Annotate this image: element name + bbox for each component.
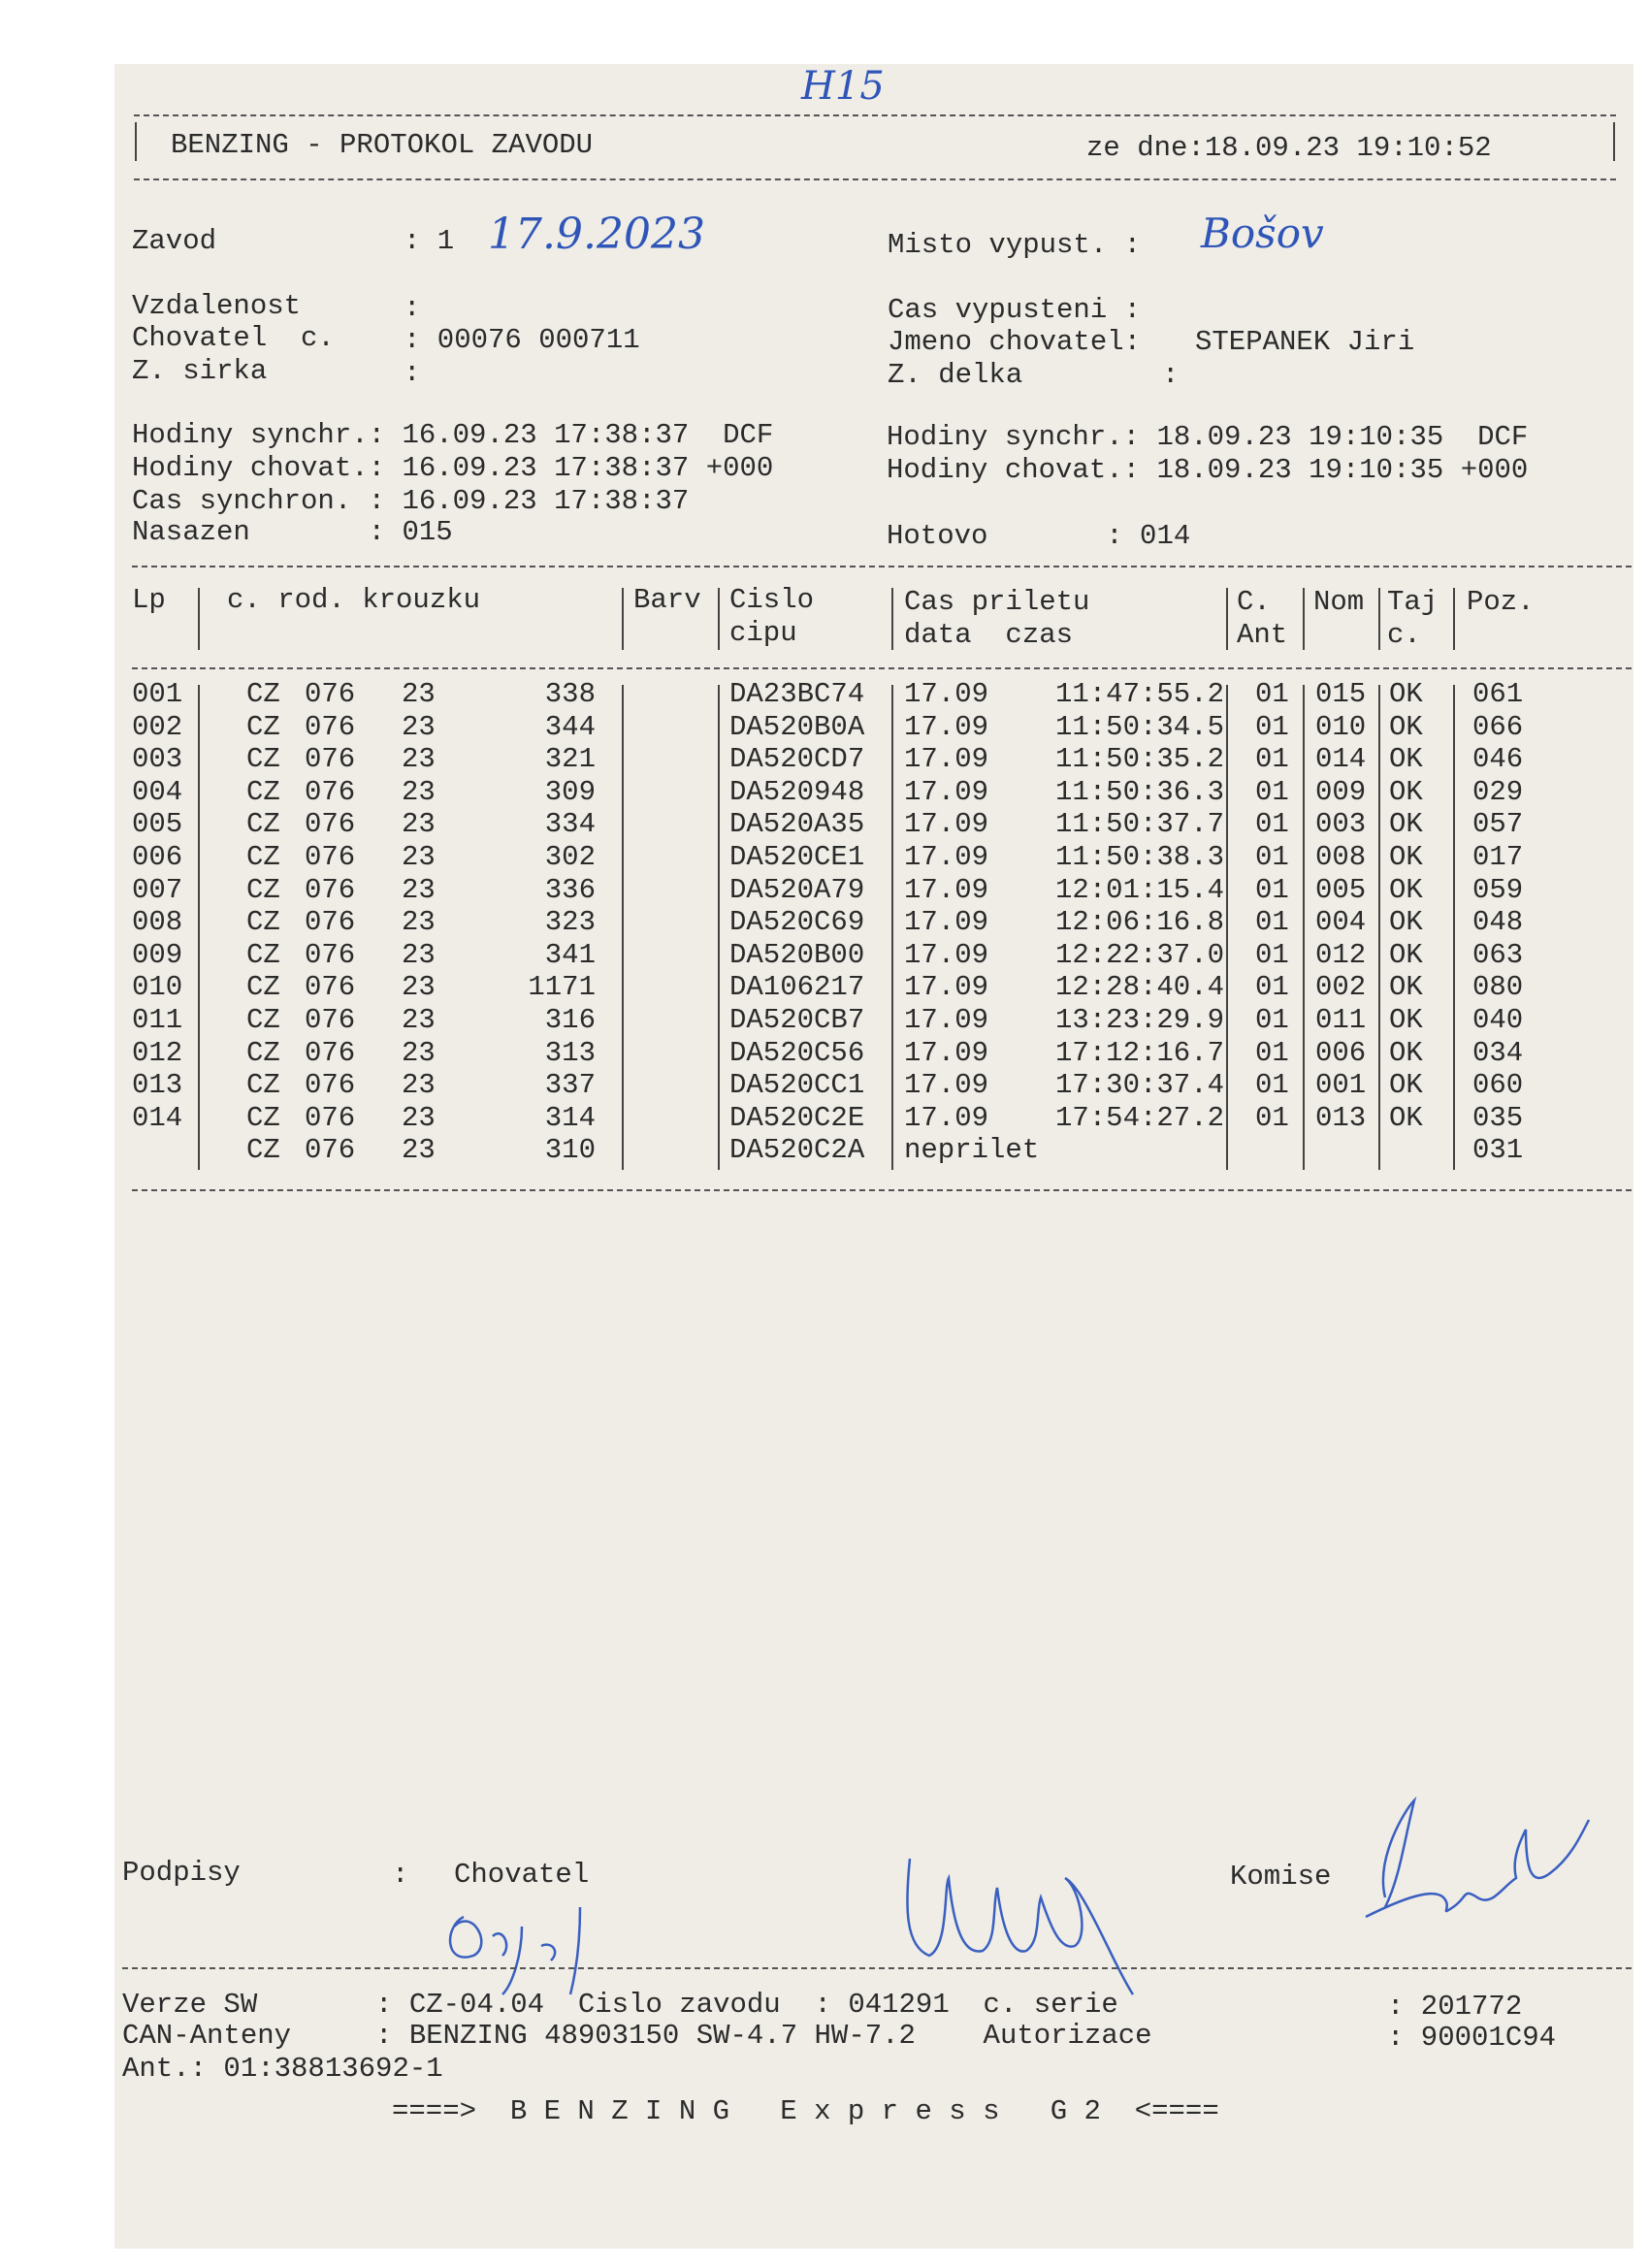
- cell-time: 12:22:37.0: [1054, 938, 1224, 971]
- cell-org: 076: [305, 1069, 356, 1102]
- cell-taj: OK: [1389, 873, 1423, 906]
- cell-time: 17:12:16.7: [1054, 1036, 1224, 1069]
- th-poz: Poz.: [1467, 586, 1535, 618]
- cell-lp: 005: [132, 808, 183, 841]
- cell-chip: DA520CC1: [729, 1069, 865, 1102]
- cell-lp: 002: [132, 710, 183, 743]
- cell-yr: 23: [402, 678, 436, 710]
- cell-taj: OK: [1389, 808, 1423, 841]
- cell-date: 17.09: [904, 906, 989, 939]
- cell-lp: 011: [132, 1004, 183, 1036]
- misto-label: Misto vypust. :: [888, 229, 1142, 261]
- cell-taj: OK: [1389, 971, 1423, 1004]
- cell-cc: CZ: [246, 906, 280, 939]
- cell-taj: OK: [1389, 938, 1423, 971]
- cell-yr: 23: [402, 1069, 436, 1102]
- cell-org: 076: [305, 1004, 356, 1036]
- cell-time: 11:50:35.2: [1054, 743, 1224, 776]
- cell-yr: 23: [402, 808, 436, 841]
- cell-org: 076: [305, 906, 356, 939]
- cell-time: 11:50:34.5: [1054, 710, 1224, 743]
- cell-ant: 01: [1255, 938, 1289, 971]
- table-row: [114, 971, 1633, 1003]
- cell-taj: OK: [1389, 1101, 1423, 1134]
- cell-poz: 061: [1472, 678, 1524, 710]
- cell-poz: 035: [1472, 1101, 1524, 1134]
- th-ant-2: Ant: [1237, 619, 1288, 651]
- cell-chip: DA520948: [729, 775, 865, 808]
- cell-ant: 01: [1255, 1069, 1289, 1102]
- cell-cc: CZ: [246, 971, 280, 1004]
- cell-lp: 012: [132, 1036, 183, 1069]
- table-row: [114, 1037, 1633, 1069]
- cell-nom: 009: [1315, 775, 1367, 808]
- col-divider-lp: [198, 588, 200, 650]
- cell-poz: 046: [1472, 743, 1524, 776]
- cell-yr: 23: [402, 1004, 436, 1036]
- cell-date: 17.09: [904, 775, 989, 808]
- th-barv: Barv: [633, 584, 701, 616]
- footer-banner: ====> B E N Z I N G E x p r e s s G 2 <====: [392, 2095, 1219, 2127]
- cell-cc: CZ: [246, 873, 280, 906]
- cell-poz: 017: [1472, 841, 1524, 873]
- cell-ant: 01: [1255, 678, 1289, 710]
- cell-yr: 23: [402, 710, 436, 743]
- footer-line-1: Verze SW : CZ-04.04 Cislo zavodu : 041291 c. serie: [122, 1989, 1118, 2021]
- table-row: [114, 776, 1633, 808]
- cell-chip: DA520C56: [729, 1036, 865, 1069]
- cell-org: 076: [305, 873, 356, 906]
- cell-cc: CZ: [246, 678, 280, 710]
- cell-taj: OK: [1389, 906, 1423, 939]
- cell-num: 309: [544, 775, 596, 808]
- cell-taj: OK: [1389, 1004, 1423, 1036]
- cell-date: 17.09: [904, 1069, 989, 1102]
- table-row: [114, 906, 1633, 938]
- cell-date: 17.09: [904, 1036, 989, 1069]
- th-lp: Lp: [132, 584, 166, 616]
- cell-chip: DA520A35: [729, 808, 865, 841]
- cell-poz: 057: [1472, 808, 1524, 841]
- cell-lp: 009: [132, 938, 183, 971]
- cell-num: 321: [544, 743, 596, 776]
- zdelka-label: Z. delka: [888, 359, 1023, 391]
- table-row: [114, 939, 1633, 971]
- th-time-1: Cas priletu: [904, 586, 1090, 618]
- cell-org: 076: [305, 841, 356, 873]
- cell-num: 336: [544, 873, 596, 906]
- th-taj-1: Taj: [1387, 586, 1439, 618]
- sync-left-4: Nasazen : 015: [132, 516, 453, 548]
- cell-ant: 01: [1255, 971, 1289, 1004]
- table-row: [114, 1004, 1633, 1036]
- col-divider-nom: [1378, 588, 1380, 650]
- podpisy-colon: :: [392, 1859, 409, 1891]
- sync-right-1: Hodiny synchr.: 18.09.23 19:10:35 DCF: [887, 421, 1529, 453]
- cell-yr: 23: [402, 906, 436, 939]
- th-time-2: data czas: [904, 619, 1074, 651]
- cell-ant: 01: [1255, 775, 1289, 808]
- cell-lp: 010: [132, 971, 183, 1004]
- cell-date: 17.09: [904, 1101, 989, 1134]
- zsirka-label: Z. sirka: [132, 355, 268, 387]
- cell-nom: 003: [1315, 808, 1367, 841]
- sync-left-2: Hodiny chovat.: 16.09.23 17:38:37 +000: [132, 452, 774, 484]
- cell-poz: 040: [1472, 1004, 1524, 1036]
- cell-cc: CZ: [246, 743, 280, 776]
- cell-num: 313: [544, 1036, 596, 1069]
- cell-num: 334: [544, 808, 596, 841]
- cell-taj: OK: [1389, 678, 1423, 710]
- cell-yr: 23: [402, 1036, 436, 1069]
- cell-yr: 23: [402, 971, 436, 1004]
- cell-yr: 23: [402, 775, 436, 808]
- cell-yr: 23: [402, 873, 436, 906]
- zdelka-value: :: [1162, 359, 1180, 391]
- cell-poz: 031: [1472, 1134, 1524, 1167]
- cell-time: 11:50:38.3: [1054, 841, 1224, 873]
- cell-nom: 013: [1315, 1101, 1367, 1134]
- cell-lp: 014: [132, 1101, 183, 1134]
- footer-line-1-value: : 201772: [1387, 1991, 1523, 2023]
- cell-org: 076: [305, 1134, 356, 1167]
- cell-org: 076: [305, 938, 356, 971]
- col-divider-chip: [891, 588, 893, 650]
- col-divider-ant: [1303, 588, 1305, 650]
- th-nom: Nom: [1313, 586, 1365, 618]
- cell-org: 076: [305, 1101, 356, 1134]
- col-divider-ring: [622, 588, 624, 650]
- cell-nom: 001: [1315, 1069, 1367, 1102]
- protocol-sheet: [114, 64, 1633, 2249]
- cell-yr: 23: [402, 841, 436, 873]
- table-header-divider: [132, 667, 1632, 669]
- cell-num: 323: [544, 906, 596, 939]
- cell-taj: OK: [1389, 1069, 1423, 1102]
- cell-cc: CZ: [246, 938, 280, 971]
- table-row: [114, 1102, 1633, 1134]
- cell-cc: CZ: [246, 775, 280, 808]
- cell-cc: CZ: [246, 808, 280, 841]
- cell-nom: 014: [1315, 743, 1367, 776]
- cell-poz: 029: [1472, 775, 1524, 808]
- cell-chip: DA520C69: [729, 906, 865, 939]
- cell-time: 12:28:40.4: [1054, 971, 1224, 1004]
- cell-lp: 004: [132, 775, 183, 808]
- cell-cc: CZ: [246, 1069, 280, 1102]
- table-row: [114, 1134, 1633, 1166]
- cell-poz: 060: [1472, 1069, 1524, 1102]
- cell-chip: DA520A79: [729, 873, 865, 906]
- cell-date: 17.09: [904, 971, 989, 1004]
- cell-date: 17.09: [904, 938, 989, 971]
- cell-num: 310: [544, 1134, 596, 1167]
- cell-time: 11:50:37.7: [1054, 808, 1224, 841]
- footer-line-2-value: : 90001C94: [1387, 2022, 1557, 2054]
- cell-nom: 010: [1315, 710, 1367, 743]
- cell-org: 076: [305, 743, 356, 776]
- jmeno-value: STEPANEK Jiri: [1195, 326, 1415, 358]
- cell-nom: 012: [1315, 938, 1367, 971]
- cell-ant: 01: [1255, 1101, 1289, 1134]
- cas-vypusteni-label: Cas vypusteni :: [888, 294, 1142, 326]
- chovatel-signature-label: Chovatel: [454, 1859, 590, 1891]
- cell-poz: 066: [1472, 710, 1524, 743]
- header-title: BENZING - PROTOKOL ZAVODU: [171, 129, 594, 161]
- cell-date: neprilet: [904, 1134, 1040, 1167]
- cell-time: 17:30:37.4: [1054, 1069, 1224, 1102]
- cell-date: 17.09: [904, 1004, 989, 1036]
- cell-nom: 005: [1315, 873, 1367, 906]
- cell-org: 076: [305, 1036, 356, 1069]
- cell-chip: DA520C2E: [729, 1101, 865, 1134]
- cell-num: 337: [544, 1069, 596, 1102]
- cell-lp: 007: [132, 873, 183, 906]
- cell-org: 076: [305, 971, 356, 1004]
- header-bottom-border: [134, 178, 1616, 180]
- cell-cc: CZ: [246, 710, 280, 743]
- cell-ant: 01: [1255, 906, 1289, 939]
- cell-ant: 01: [1255, 841, 1289, 873]
- cell-yr: 23: [402, 1134, 436, 1167]
- cell-cc: CZ: [246, 841, 280, 873]
- cell-nom: 004: [1315, 906, 1367, 939]
- cell-time: 11:50:36.3: [1054, 775, 1224, 808]
- cell-lp: 003: [132, 743, 183, 776]
- cell-time: 11:47:55.2: [1054, 678, 1224, 710]
- header-right-border: [1613, 122, 1615, 161]
- table-top-border: [132, 566, 1632, 567]
- header-top-border: [134, 114, 1616, 116]
- misto-handwritten: Bošov: [1201, 210, 1324, 257]
- vzdalenost-label: Vzdalenost: [132, 290, 302, 322]
- cell-lp: 001: [132, 678, 183, 710]
- col-divider-time: [1226, 588, 1228, 650]
- cell-cc: CZ: [246, 1004, 280, 1036]
- cell-date: 17.09: [904, 710, 989, 743]
- table-row: [114, 711, 1633, 743]
- cell-poz: 063: [1472, 938, 1524, 971]
- table-row: [114, 1069, 1633, 1101]
- cell-nom: 011: [1315, 1004, 1367, 1036]
- cell-poz: 080: [1472, 971, 1524, 1004]
- handwritten-annotation: H15: [801, 64, 885, 109]
- cell-time: 17:54:27.2: [1054, 1101, 1224, 1134]
- cell-chip: DA520C2A: [729, 1134, 865, 1167]
- cell-num: 314: [544, 1101, 596, 1134]
- table-row: [114, 678, 1633, 710]
- cell-cc: CZ: [246, 1134, 280, 1167]
- cell-num: 1171: [528, 971, 596, 1004]
- cell-nom: 002: [1315, 971, 1367, 1004]
- header-date: ze dne:18.09.23 19:10:52: [1086, 132, 1492, 164]
- table-row: [114, 874, 1633, 906]
- cell-ant: 01: [1255, 710, 1289, 743]
- zavod-date-handwritten: 17.9.2023: [488, 210, 705, 259]
- cell-time: 12:01:15.4: [1054, 873, 1224, 906]
- cell-nom: 008: [1315, 841, 1367, 873]
- th-ant-1: C.: [1237, 586, 1271, 618]
- cell-num: 338: [544, 678, 596, 710]
- footer-line-3: Ant.: 01:38813692-1: [122, 2053, 443, 2085]
- sync-right-2: Hodiny chovat.: 18.09.23 19:10:35 +000: [887, 454, 1529, 486]
- cell-org: 076: [305, 808, 356, 841]
- cell-ant: 01: [1255, 808, 1289, 841]
- sync-right-4: Hotovo : 014: [887, 520, 1191, 552]
- cell-chip: DA106217: [729, 971, 865, 1004]
- cell-nom: 006: [1315, 1036, 1367, 1069]
- cell-num: 316: [544, 1004, 596, 1036]
- cell-taj: OK: [1389, 1036, 1423, 1069]
- cell-org: 076: [305, 678, 356, 710]
- cell-num: 302: [544, 841, 596, 873]
- cell-poz: 048: [1472, 906, 1524, 939]
- cell-yr: 23: [402, 938, 436, 971]
- cell-taj: OK: [1389, 710, 1423, 743]
- chovatel-label: Chovatel c.: [132, 322, 335, 354]
- th-chip-2: cipu: [729, 617, 797, 649]
- cell-date: 17.09: [904, 743, 989, 776]
- cell-poz: 059: [1472, 873, 1524, 906]
- cell-yr: 23: [402, 1101, 436, 1134]
- cell-num: 344: [544, 710, 596, 743]
- cell-time: 12:06:16.8: [1054, 906, 1224, 939]
- cell-nom: 015: [1315, 678, 1367, 710]
- zavod-value: : 1: [404, 225, 455, 257]
- vzdalenost-value: :: [404, 292, 421, 324]
- cell-lp: 008: [132, 906, 183, 939]
- cell-yr: 23: [402, 743, 436, 776]
- cell-time: 13:23:29.9: [1054, 1004, 1224, 1036]
- cell-ant: 01: [1255, 873, 1289, 906]
- cell-date: 17.09: [904, 841, 989, 873]
- cell-lp: 006: [132, 841, 183, 873]
- cell-ant: 01: [1255, 1036, 1289, 1069]
- cell-date: 17.09: [904, 808, 989, 841]
- table-row: [114, 743, 1633, 775]
- cell-chip: DA520B00: [729, 938, 865, 971]
- table-bottom-border: [132, 1189, 1632, 1191]
- cell-cc: CZ: [246, 1101, 280, 1134]
- th-ring: c. rod. krouzku: [227, 584, 481, 616]
- cell-chip: DA23BC74: [729, 678, 865, 710]
- col-divider-taj: [1453, 588, 1455, 650]
- cell-ant: 01: [1255, 1004, 1289, 1036]
- chovatel-value: : 00076 000711: [404, 324, 640, 356]
- cell-date: 17.09: [904, 873, 989, 906]
- komise-label: Komise: [1230, 1861, 1332, 1893]
- cell-num: 341: [544, 938, 596, 971]
- table-row: [114, 808, 1633, 840]
- th-taj-2: c.: [1387, 619, 1421, 651]
- jmeno-label: Jmeno chovatel:: [888, 326, 1142, 358]
- cell-date: 17.09: [904, 678, 989, 710]
- cell-chip: DA520CE1: [729, 841, 865, 873]
- sync-left-1: Hodiny synchr.: 16.09.23 17:38:37 DCF: [132, 419, 774, 451]
- cell-taj: OK: [1389, 841, 1423, 873]
- cell-org: 076: [305, 710, 356, 743]
- cell-taj: OK: [1389, 743, 1423, 776]
- col-divider-barv: [718, 588, 720, 650]
- cell-taj: OK: [1389, 775, 1423, 808]
- header-left-border: [135, 122, 137, 161]
- footer-divider: [122, 1967, 1632, 1969]
- cell-poz: 034: [1472, 1036, 1524, 1069]
- cell-org: 076: [305, 775, 356, 808]
- podpisy-label: Podpisy: [122, 1857, 241, 1889]
- commission-signature: [1346, 1781, 1599, 1956]
- cell-lp: 013: [132, 1069, 183, 1102]
- th-chip-1: Cislo: [729, 584, 815, 616]
- sync-left-3: Cas synchron. : 16.09.23 17:38:37: [132, 485, 690, 517]
- table-row: [114, 841, 1633, 873]
- cell-chip: DA520CB7: [729, 1004, 865, 1036]
- zsirka-value: :: [404, 357, 421, 389]
- cell-chip: DA520B0A: [729, 710, 865, 743]
- cell-cc: CZ: [246, 1036, 280, 1069]
- cell-chip: DA520CD7: [729, 743, 865, 776]
- zavod-label: Zavod: [132, 225, 217, 257]
- cell-ant: 01: [1255, 743, 1289, 776]
- footer-line-2: CAN-Anteny : BENZING 48903150 SW-4.7 HW-7.2 Autorizace: [122, 2020, 1152, 2052]
